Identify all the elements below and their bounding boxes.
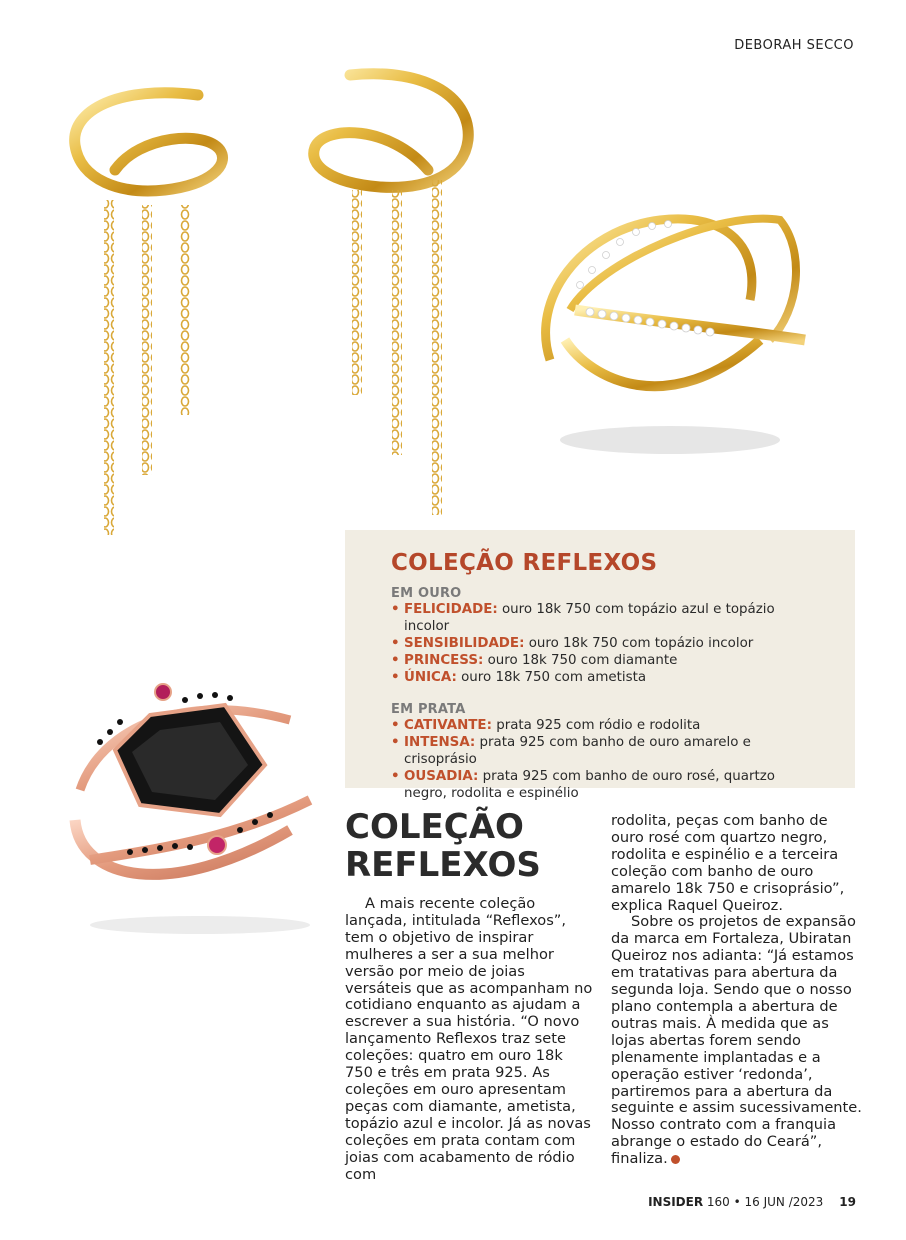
paragraph: Sobre os projetos de expansão da marca em Fortaleza, Ubiratan Queiroz nos adianta: “Já estamos em tratativas para abertura da segunda loja. Sendo que o nosso plano contempla a abertura de outras mais. À medida que as lojas abertas forem sendo plenamente implantadas e a operação estiver ‘redonda’, partiremos para a abertura da seguinte e assim sucessivamente. Nosso contrato com a franquia abrange o estado do Ceará”, finaliza. (611, 913, 862, 1168)
paragraph: A mais recente coleção lançada, intitulada “Reflexos”, tem o objetivo de inspirar mulheres a ser a sua melhor versão por meio de joias versáteis que as acompanham no cotidiano enquanto as ajudam a escrever a sua história. “O novo lançamento Reflexos traz sete coleções: quatro em ouro 18k 750 e três em prata 925. As coleções em ouro apresentam peças com diamante, ametista, topázio azul e incolor. Já as novas coleções em prata contam com joias com acabamento de ródio com (345, 895, 593, 1183)
paragraph: rodolita, peças com banho de ouro rosé com quartzo negro, rodolita e espinélio e a terceira coleção com banho de ouro amarelo 18k 750 e crisoprásio”, explica Raquel Queiroz. (611, 812, 845, 914)
list-item: • OUSADIA: prata 925 com banho de ouro rosé, quartzo negro, rodolita e espinélio (391, 769, 775, 801)
end-of-article-icon (671, 1155, 680, 1164)
silver-heading: EM PRATA (391, 702, 466, 717)
rose-gold-onyx-ring-image (60, 670, 330, 940)
gold-list (391, 601, 809, 686)
gold-earrings-image (60, 55, 490, 545)
info-box-title: COLEÇÃO REFLEXOS (391, 550, 658, 576)
article-column-2 (611, 813, 863, 1168)
list-item: • CATIVANTE: prata 925 com ródio e rodolita (391, 718, 701, 733)
bullet-icon: • (391, 769, 400, 784)
article-column-1 (345, 896, 595, 1183)
article-title: COLEÇÃO REFLEXOS (345, 807, 541, 885)
list-item: • INTENSA: prata 925 com banho de ouro amarelo e crisoprásio (391, 735, 751, 767)
collection-info-box (345, 530, 855, 801)
silver-list (391, 717, 809, 802)
bullet-icon: • (391, 653, 400, 668)
bullet-icon: • (391, 735, 400, 750)
list-item: • FELICIDADE: ouro 18k 750 com topázio azul e topázio incolor (391, 602, 775, 634)
page-footer (648, 1195, 856, 1209)
gold-heading: EM OURO (391, 586, 462, 601)
section-tag: DEBORAH SECCO (734, 38, 854, 53)
magazine-brand: INSIDER (648, 1195, 704, 1209)
gold-diamond-ring-image (520, 190, 820, 470)
list-item: • SENSIBILIDADE: ouro 18k 750 com topázio incolor (391, 636, 754, 651)
bullet-icon: • (391, 636, 400, 651)
bullet-icon: • (391, 718, 400, 733)
list-item: • PRINCESS: ouro 18k 750 com diamante (391, 653, 678, 668)
issue-info: 160 • 16 JUN /2023 (703, 1195, 824, 1209)
bullet-icon: • (391, 602, 400, 617)
list-item: • ÚNICA: ouro 18k 750 com ametista (391, 670, 647, 685)
page-number: 19 (839, 1195, 856, 1209)
bullet-icon: • (391, 670, 400, 685)
